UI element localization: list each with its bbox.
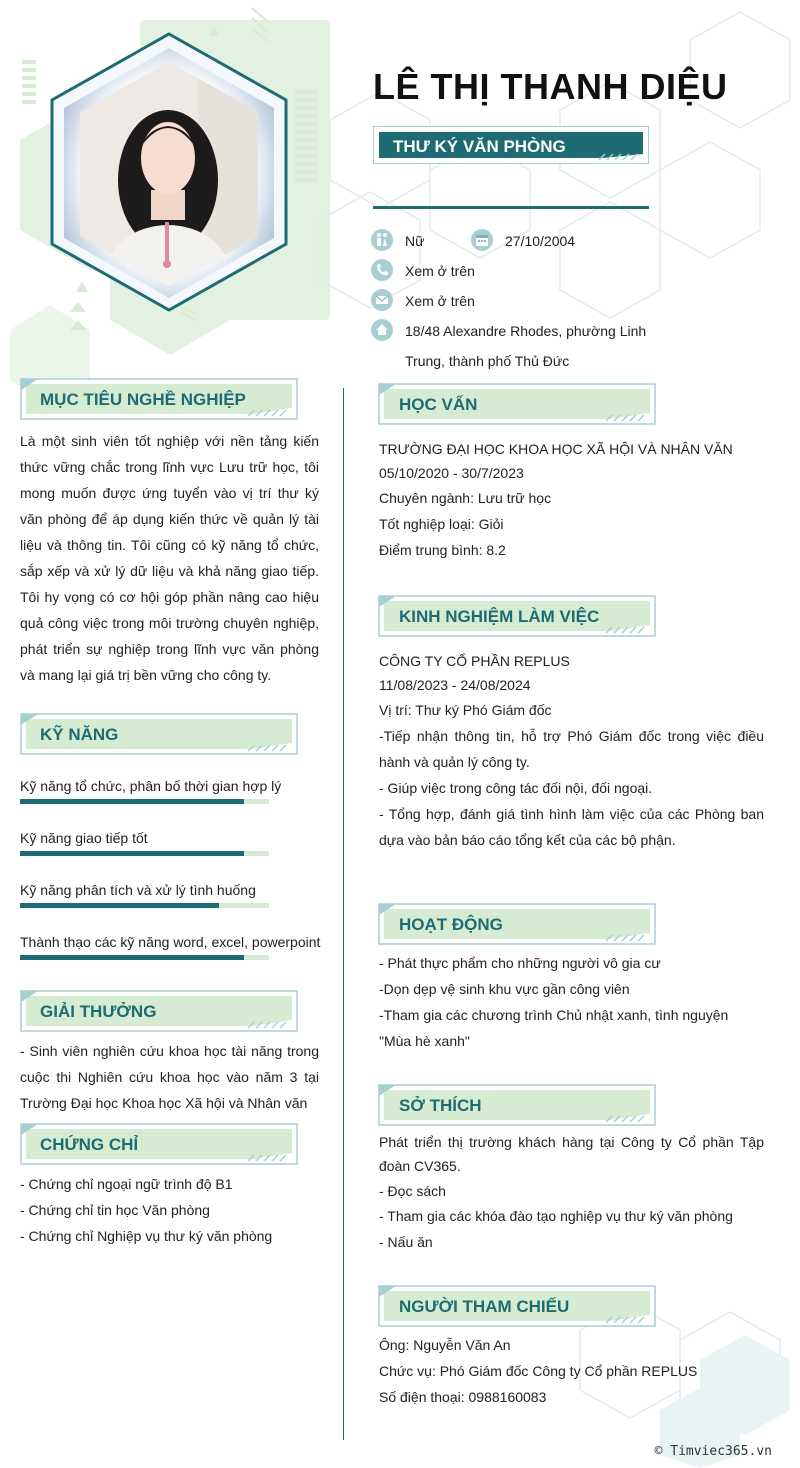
activities-heading: HOẠT ĐỘNG xyxy=(399,915,503,934)
activity-item: -Tham gia các chương trình Chủ nhật xanh, tình nguyện xyxy=(379,1007,729,1023)
reference-phone: Số điện thoại: 0988160083 xyxy=(379,1389,547,1405)
column-divider xyxy=(343,388,344,1440)
phone-value: Xem ở trên xyxy=(405,263,475,279)
gender-value: Nữ xyxy=(405,233,425,249)
home-icon xyxy=(371,319,393,341)
skill-bar xyxy=(20,799,269,804)
experience-heading: KINH NGHIỆM LÀM VIỆC xyxy=(399,607,600,626)
address-line-2: Trung, thành phố Thủ Đức xyxy=(405,353,570,369)
experience-duty: -Tiếp nhận thông tin, hỗ trợ Phó Giám đốc trong việc điều hành và quản lý công ty. xyxy=(379,728,764,770)
education-heading: HỌC VẤN xyxy=(399,395,478,414)
gender-icon xyxy=(371,229,393,251)
awards-heading: GIẢI THƯỞNG xyxy=(40,1002,157,1021)
activity-item: -Dọn dẹp vệ sinh khu vực gần công viên xyxy=(379,981,630,997)
experience-duty: - Tổng hợp, đánh giá tình hình làm việc của các Phòng ban dựa vào bản báo cáo tổng kết của các bộ phận. xyxy=(379,806,764,848)
objective-text: Là một sinh viên tốt nghiệp với nền tảng kiến thức vững chắc trong lĩnh vực Lưu trữ học, tôi mong muốn được ứng tuyển vào vị trí thư ký văn phòng để áp dụng kiến thức về quản lý tài liệu và thông tin. Tôi cũng có kỹ năng tổ chức, sắp xếp và xử lý dữ liệu và khả năng giao tiếp. Tôi hy vọng có cơ hội góp phần nâng cao hiệu quả công việc trong môi trường chuyên nghiệp, phát triển sự nghiệp trong lĩnh vực văn phòng và mang lại giá trị bền vững cho công ty. xyxy=(20,433,319,683)
skill-label: Kỹ năng giao tiếp tốt xyxy=(20,830,148,846)
experience-period: 11/08/2023 - 24/08/2024 xyxy=(379,677,531,693)
education-school: TRƯỜNG ĐẠI HỌC KHOA HỌC XÃ HỘI VÀ NHÂN VĂN xyxy=(379,441,733,457)
skill-bar xyxy=(20,851,269,856)
objective-heading: MỤC TIÊU NGHỀ NGHIỆP xyxy=(40,390,246,409)
skill-bar-fill xyxy=(20,799,244,804)
reference-name: Ông: Nguyễn Văn An xyxy=(379,1337,511,1353)
experience-duty: - Giúp việc trong công tác đối nội, đối ngoại. xyxy=(379,780,653,796)
hobby-item: Phát triển thị trường khách hàng tại Công ty Cổ phần Tập đoàn CV365. xyxy=(379,1134,764,1174)
education-period: 05/10/2020 - 30/7/2023 xyxy=(379,465,524,481)
skill-bar-fill xyxy=(20,851,244,856)
birthday-value: 27/10/2004 xyxy=(505,233,576,249)
certificate-item: - Chứng chỉ Nghiệp vụ thư ký văn phòng xyxy=(20,1228,273,1244)
skill-bar xyxy=(20,903,269,908)
skills-heading: KỸ NĂNG xyxy=(40,725,119,744)
experience-position: Vị trí: Thư ký Phó Giám đốc xyxy=(379,702,552,718)
job-title: THƯ KÝ VĂN PHÒNG xyxy=(393,137,566,156)
profile-photo xyxy=(48,30,290,314)
certificates-heading: CHỨNG CHỈ xyxy=(40,1135,139,1154)
hobby-item: - Tham gia các khóa đào tạo nghiệp vụ thư ký văn phòng xyxy=(379,1208,733,1224)
education-major: Chuyên ngành: Lưu trữ học xyxy=(379,490,552,506)
activity-item: "Mùa hè xanh" xyxy=(379,1033,470,1049)
education-gpa: Điểm trung bình: 8.2 xyxy=(379,542,506,558)
watermark: © Timviec365.vn xyxy=(654,1444,772,1459)
certificate-item: - Chứng chỉ ngoại ngữ trình độ B1 xyxy=(20,1176,233,1192)
skill-bar xyxy=(20,955,269,960)
activity-item: - Phát thực phẩm cho những người vô gia cư xyxy=(379,955,661,971)
hobbies-heading: SỞ THÍCH xyxy=(399,1096,482,1115)
experience-company: CÔNG TY CỔ PHẦN REPLUS xyxy=(379,653,570,669)
reference-position: Chức vụ: Phó Giám đốc Công ty Cổ phần REPLUS xyxy=(379,1363,698,1379)
email-icon xyxy=(371,289,393,311)
references-heading: NGƯỜI THAM CHIẾU xyxy=(399,1297,570,1316)
hobby-item: - Đọc sách xyxy=(379,1183,446,1199)
header-divider xyxy=(373,206,649,209)
candidate-name: LÊ THỊ THANH DIỆU xyxy=(373,66,728,107)
education-grade: Tốt nghiệp loại: Giỏi xyxy=(379,516,504,532)
skill-bar-fill xyxy=(20,955,244,960)
skill-bar-fill xyxy=(20,903,219,908)
email-value: Xem ở trên xyxy=(405,293,475,309)
skill-label: Thành thạo các kỹ năng word, excel, powerpoint xyxy=(20,934,321,950)
awards-text: - Sinh viên nghiên cứu khoa học tài năng trong cuộc thi Nghiên cứu khoa học vào năm 3 tại Trường Đại học Khoa học Xã hội và Nhân văn xyxy=(20,1043,319,1111)
hobby-item: - Nấu ăn xyxy=(379,1234,433,1250)
certificate-item: - Chứng chỉ tin học Văn phòng xyxy=(20,1202,210,1218)
skill-label: Kỹ năng tổ chức, phân bố thời gian hợp lý xyxy=(20,778,282,794)
address-line-1: 18/48 Alexandre Rhodes, phường Linh xyxy=(405,323,647,339)
calendar-icon xyxy=(471,229,493,251)
phone-icon xyxy=(371,259,393,281)
skill-label: Kỹ năng phân tích và xử lý tình huống xyxy=(20,882,256,898)
